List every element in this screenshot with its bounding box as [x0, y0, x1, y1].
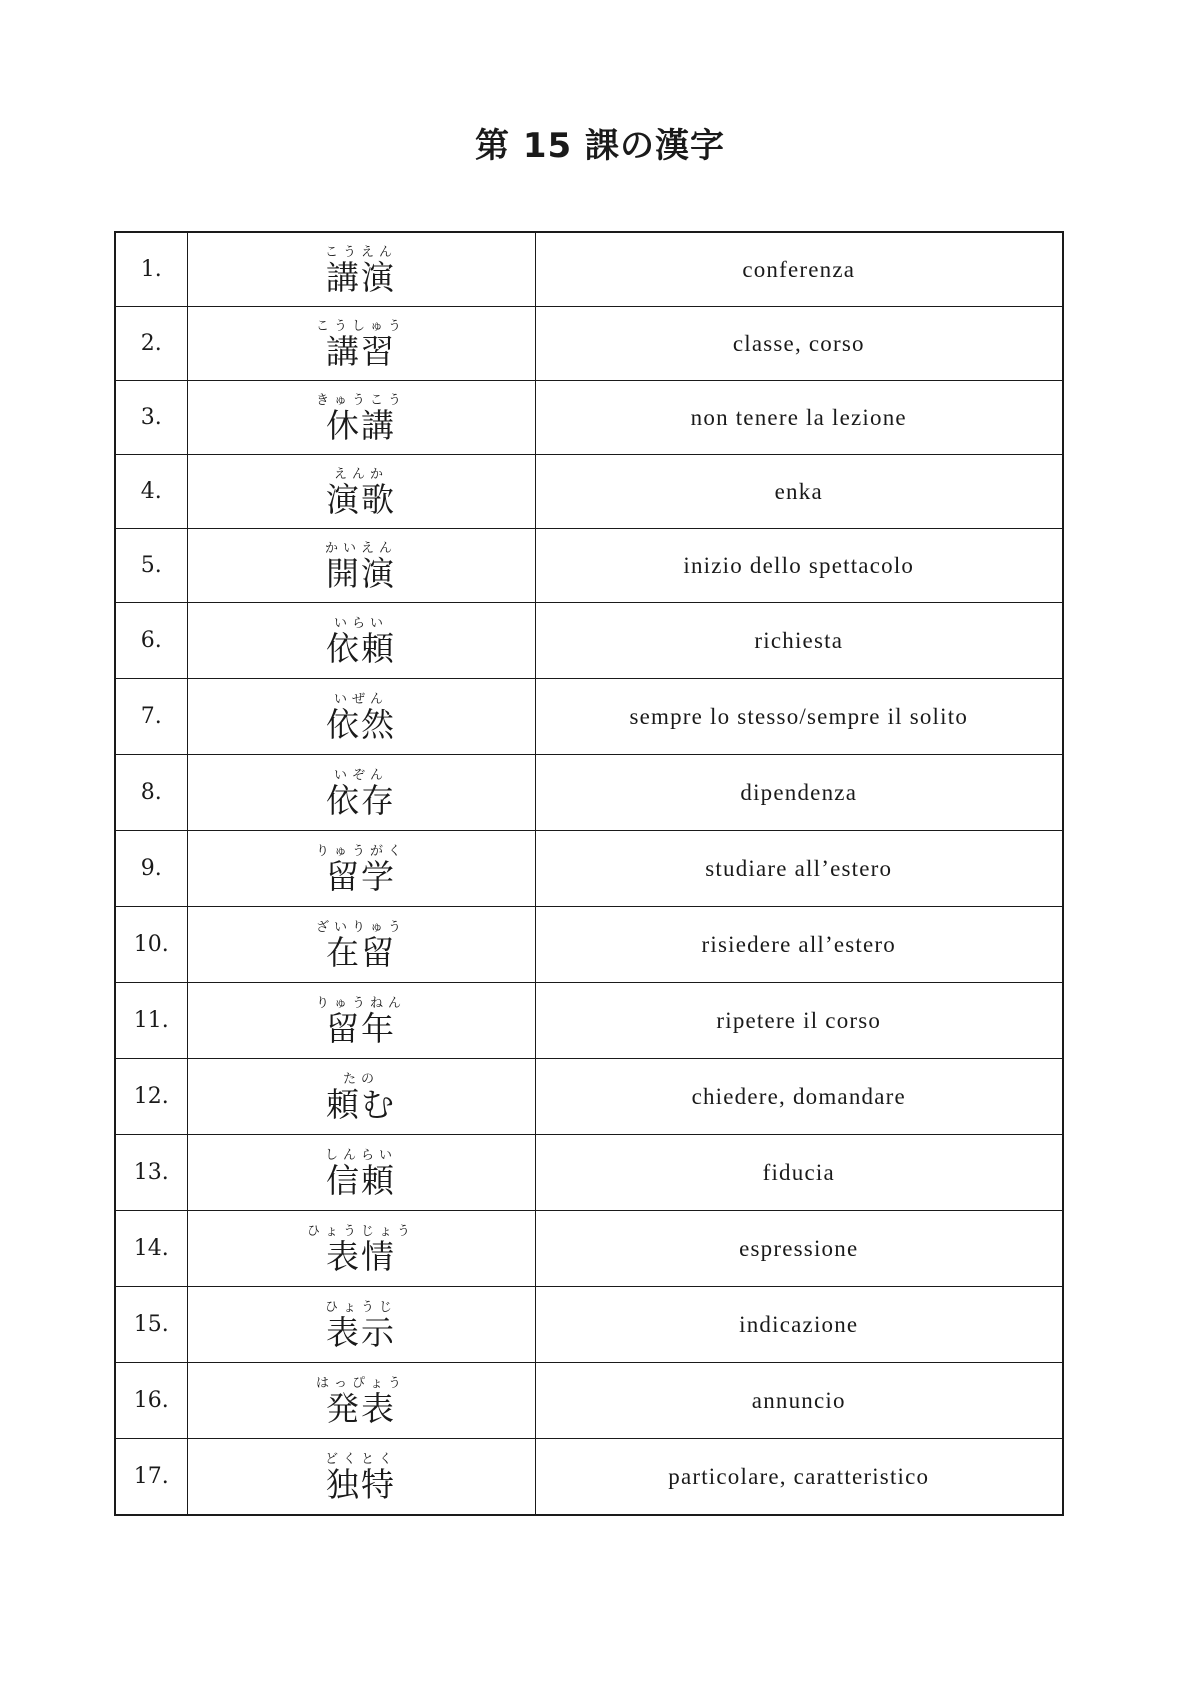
furigana-reading: ひょうじょう — [306, 1223, 415, 1239]
kanji-with-reading — [315, 919, 406, 972]
kanji-with-reading — [324, 1147, 397, 1200]
table-row — [115, 831, 1063, 907]
meaning-cell: sempre lo stesso/sempre il solito — [535, 679, 1063, 755]
kanji-word-cell — [187, 232, 535, 307]
kanji-word-cell — [187, 1211, 535, 1287]
row-number: 6. — [115, 603, 187, 679]
meaning-cell: particolare, caratteristico — [535, 1439, 1063, 1516]
furigana-reading: こうえん — [324, 244, 397, 260]
table-row — [115, 983, 1063, 1059]
row-number: 8. — [115, 755, 187, 831]
kanji-word-cell — [187, 831, 535, 907]
meaning-cell: conferenza — [535, 232, 1063, 307]
kanji-with-reading — [324, 244, 397, 297]
kanji-with-reading — [315, 995, 406, 1048]
kanji-with-reading — [315, 318, 406, 371]
furigana-reading: いらい — [333, 615, 388, 631]
row-number: 11. — [115, 983, 187, 1059]
table-row — [115, 603, 1063, 679]
kanji-word-cell — [187, 907, 535, 983]
kanji-word: 独特 — [325, 1464, 396, 1504]
kanji-word: 依存 — [326, 780, 396, 820]
kanji-word-cell — [187, 529, 535, 603]
meaning-cell: indicazione — [535, 1287, 1063, 1363]
table-row — [115, 381, 1063, 455]
meaning-cell: classe, corso — [535, 307, 1063, 381]
kanji-with-reading — [315, 392, 406, 445]
kanji-word-cell — [187, 983, 535, 1059]
row-number: 9. — [115, 831, 187, 907]
kanji-with-reading — [324, 1451, 397, 1504]
row-number: 14. — [115, 1211, 187, 1287]
kanji-word-cell — [187, 755, 535, 831]
furigana-reading: はっぴょう — [315, 1375, 406, 1391]
kanji-word: 依然 — [326, 704, 396, 744]
row-number: 17. — [115, 1439, 187, 1516]
furigana-reading: ざいりゅう — [315, 919, 406, 935]
furigana-reading: えんか — [333, 466, 388, 482]
row-number: 15. — [115, 1287, 187, 1363]
meaning-cell: richiesta — [535, 603, 1063, 679]
kanji-word-cell — [187, 381, 535, 455]
meaning-cell: fiducia — [535, 1135, 1063, 1211]
kanji-word: 演歌 — [326, 479, 396, 519]
kanji-word-cell — [187, 679, 535, 755]
furigana-reading: どくとく — [324, 1451, 397, 1467]
kanji-word: 休講 — [325, 405, 396, 445]
meaning-cell: enka — [535, 455, 1063, 529]
furigana-reading: りゅうねん — [315, 995, 406, 1011]
furigana-reading: ひょうじ — [324, 1299, 397, 1315]
kanji-vocabulary-table — [114, 231, 1064, 1516]
table-row — [115, 1439, 1063, 1516]
furigana-reading: きゅうこう — [315, 392, 406, 408]
kanji-word: 講習 — [325, 331, 396, 371]
meaning-cell: ripetere il corso — [535, 983, 1063, 1059]
furigana-reading: しんらい — [324, 1147, 397, 1163]
row-number: 7. — [115, 679, 187, 755]
page-title: 第 15 課の漢字 — [475, 126, 725, 166]
kanji-word-cell — [187, 603, 535, 679]
meaning-cell: chiedere, domandare — [535, 1059, 1063, 1135]
row-number: 13. — [115, 1135, 187, 1211]
kanji-word: 表示 — [325, 1312, 396, 1352]
meaning-cell: inizio dello spettacolo — [535, 529, 1063, 603]
kanji-with-reading — [324, 1299, 397, 1352]
kanji-with-reading — [324, 540, 397, 593]
furigana-reading: こうしゅう — [315, 318, 406, 334]
kanji-word: 発表 — [325, 1388, 396, 1428]
row-number: 3. — [115, 381, 187, 455]
kanji-word-cell — [187, 1059, 535, 1135]
kanji-word: 信頼 — [325, 1160, 396, 1200]
kanji-word-cell — [187, 1363, 535, 1439]
table-row — [115, 529, 1063, 603]
kanji-word: 講演 — [325, 257, 396, 297]
kanji-word: 表情 — [325, 1236, 396, 1276]
table-row — [115, 1287, 1063, 1363]
table-row — [115, 755, 1063, 831]
kanji-with-reading — [326, 615, 396, 668]
kanji-word: 留学 — [325, 856, 396, 896]
kanji-with-reading — [326, 466, 396, 519]
kanji-word-cell — [187, 455, 535, 529]
table-row — [115, 1135, 1063, 1211]
table-row — [115, 307, 1063, 381]
table-row — [115, 1059, 1063, 1135]
row-number: 2. — [115, 307, 187, 381]
table-row — [115, 1211, 1063, 1287]
kanji-with-reading — [315, 843, 406, 896]
kanji-word-cell — [187, 307, 535, 381]
meaning-cell: studiare all’estero — [535, 831, 1063, 907]
table-row — [115, 907, 1063, 983]
table-row — [115, 679, 1063, 755]
meaning-cell: risiedere all’estero — [535, 907, 1063, 983]
kanji-word-cell — [187, 1135, 535, 1211]
furigana-reading: たの — [342, 1071, 379, 1087]
kanji-word: 頼む — [326, 1084, 396, 1124]
kanji-word: 開演 — [325, 553, 396, 593]
row-number: 10. — [115, 907, 187, 983]
furigana-reading: りゅうがく — [315, 843, 406, 859]
furigana-reading: いぞん — [333, 767, 388, 783]
kanji-word: 依頼 — [326, 628, 396, 668]
kanji-word-cell — [187, 1439, 535, 1516]
kanji-with-reading — [326, 1071, 396, 1124]
row-number: 1. — [115, 232, 187, 307]
furigana-reading: かいえん — [324, 540, 397, 556]
kanji-with-reading — [315, 1375, 406, 1428]
furigana-reading: いぜん — [333, 691, 388, 707]
table-body — [115, 232, 1063, 1515]
meaning-cell: espressione — [535, 1211, 1063, 1287]
row-number: 5. — [115, 529, 187, 603]
meaning-cell: non tenere la lezione — [535, 381, 1063, 455]
kanji-with-reading — [326, 767, 396, 820]
table-row — [115, 455, 1063, 529]
table-row — [115, 1363, 1063, 1439]
kanji-word: 在留 — [325, 932, 396, 972]
kanji-with-reading — [326, 691, 396, 744]
row-number: 16. — [115, 1363, 187, 1439]
meaning-cell: annuncio — [535, 1363, 1063, 1439]
kanji-word: 留年 — [325, 1008, 396, 1048]
row-number: 4. — [115, 455, 187, 529]
kanji-word-cell — [187, 1287, 535, 1363]
kanji-with-reading — [306, 1223, 415, 1276]
meaning-cell: dipendenza — [535, 755, 1063, 831]
row-number: 12. — [115, 1059, 187, 1135]
table-row — [115, 232, 1063, 307]
